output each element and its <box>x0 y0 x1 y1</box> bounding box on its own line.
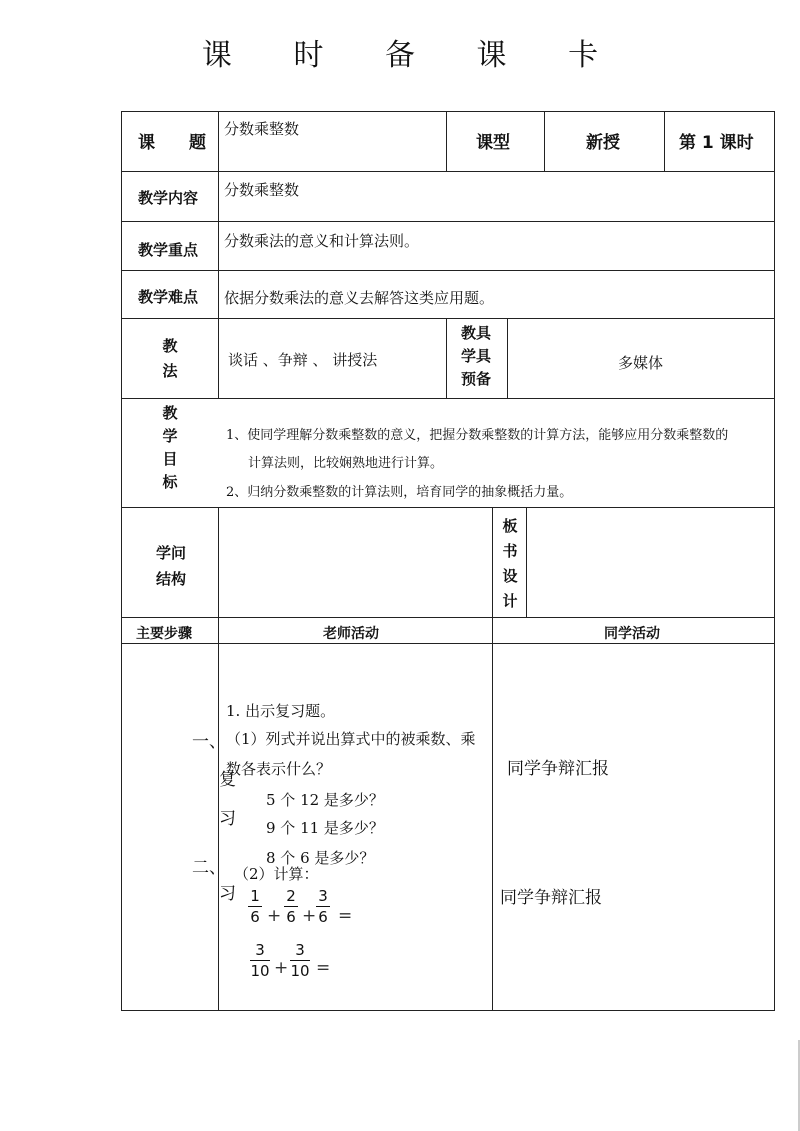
goal-line-1: 1、使同学理解分数乘整数的意义，把握分数乘整数的计算方法，能够应用分数乘整数的 <box>226 428 729 443</box>
page-title: 课 时 备 课 卡 <box>201 38 625 73</box>
step1-number: 一、 <box>192 732 226 752</box>
teacher-line-7: （2）计算： <box>234 865 319 883</box>
teacher-line-1: 1. 出示复习题。 <box>226 702 336 720</box>
steps-header: 主要步骤 <box>136 626 192 642</box>
teacher-line-3: 数各表示什么？ <box>226 760 332 778</box>
goal-line-3: 2、归纳分数乘整数的计算法则，培育同学的抽象概括力量。 <box>226 485 573 500</box>
student-activity-1: 同学争辩汇报 <box>507 759 609 779</box>
type-label: 课型 <box>476 133 510 153</box>
method-label: 教 法 <box>162 337 178 380</box>
tools-value: 多媒体 <box>618 354 664 372</box>
difficulty-value: 依据分数乘法的意义去解答这类应用题。 <box>224 289 495 307</box>
type-value: 新授 <box>586 133 620 153</box>
plus-sign: + <box>274 958 289 978</box>
focus-value: 分数乘法的意义和计算法则。 <box>224 232 420 250</box>
period-label: 第 1 课时 <box>679 133 754 153</box>
step1-char-2: 习 <box>219 809 236 829</box>
fraction: 3 6 <box>316 888 330 925</box>
board-label: 板 书 设 计 <box>502 517 518 610</box>
subject-value: 分数乘整数 <box>224 120 300 138</box>
equals-sign: = <box>316 958 331 978</box>
structure-label: 学问 结构 <box>155 544 186 588</box>
teacher-line-4: 5 个 12 是多少？ <box>266 791 384 809</box>
step2-char-1: 习 <box>219 884 236 904</box>
tools-label: 教具 学具 预备 <box>460 324 491 388</box>
fraction: 2 6 <box>284 888 298 925</box>
content-label: 教学内容 <box>138 189 199 207</box>
goals-label: 教 学 目 标 <box>162 404 178 491</box>
teacher-line-5: 9 个 11 是多少？ <box>266 819 384 837</box>
plus-sign: + <box>302 906 317 926</box>
method-value: 谈话 、争辩 、 讲授法 <box>228 351 378 369</box>
focus-label: 教学重点 <box>138 241 199 259</box>
student-header: 同学活动 <box>604 626 660 642</box>
student-activity-2: 同学争辩汇报 <box>500 888 602 908</box>
fraction: 3 10 <box>290 941 310 980</box>
difficulty-label: 教学难点 <box>138 288 199 306</box>
plus-sign: + <box>267 906 282 926</box>
content-value: 分数乘整数 <box>224 181 300 199</box>
equals-sign: = <box>338 906 353 926</box>
teacher-header: 老师活动 <box>323 626 379 642</box>
goal-line-2: 计算法则，比较娴熟地进行计算。 <box>248 456 444 471</box>
step1-char-1: 复 <box>219 770 236 790</box>
fraction: 3 10 <box>250 941 270 980</box>
fraction: 1 6 <box>248 888 262 925</box>
teacher-line-6: 8 个 6 是多少？ <box>266 849 375 867</box>
step2-number: 二、 <box>192 858 226 878</box>
teacher-line-2: （1）列式并说出算式中的被乘数、乘 <box>226 730 476 748</box>
subject-label: 课 题 <box>138 133 206 153</box>
